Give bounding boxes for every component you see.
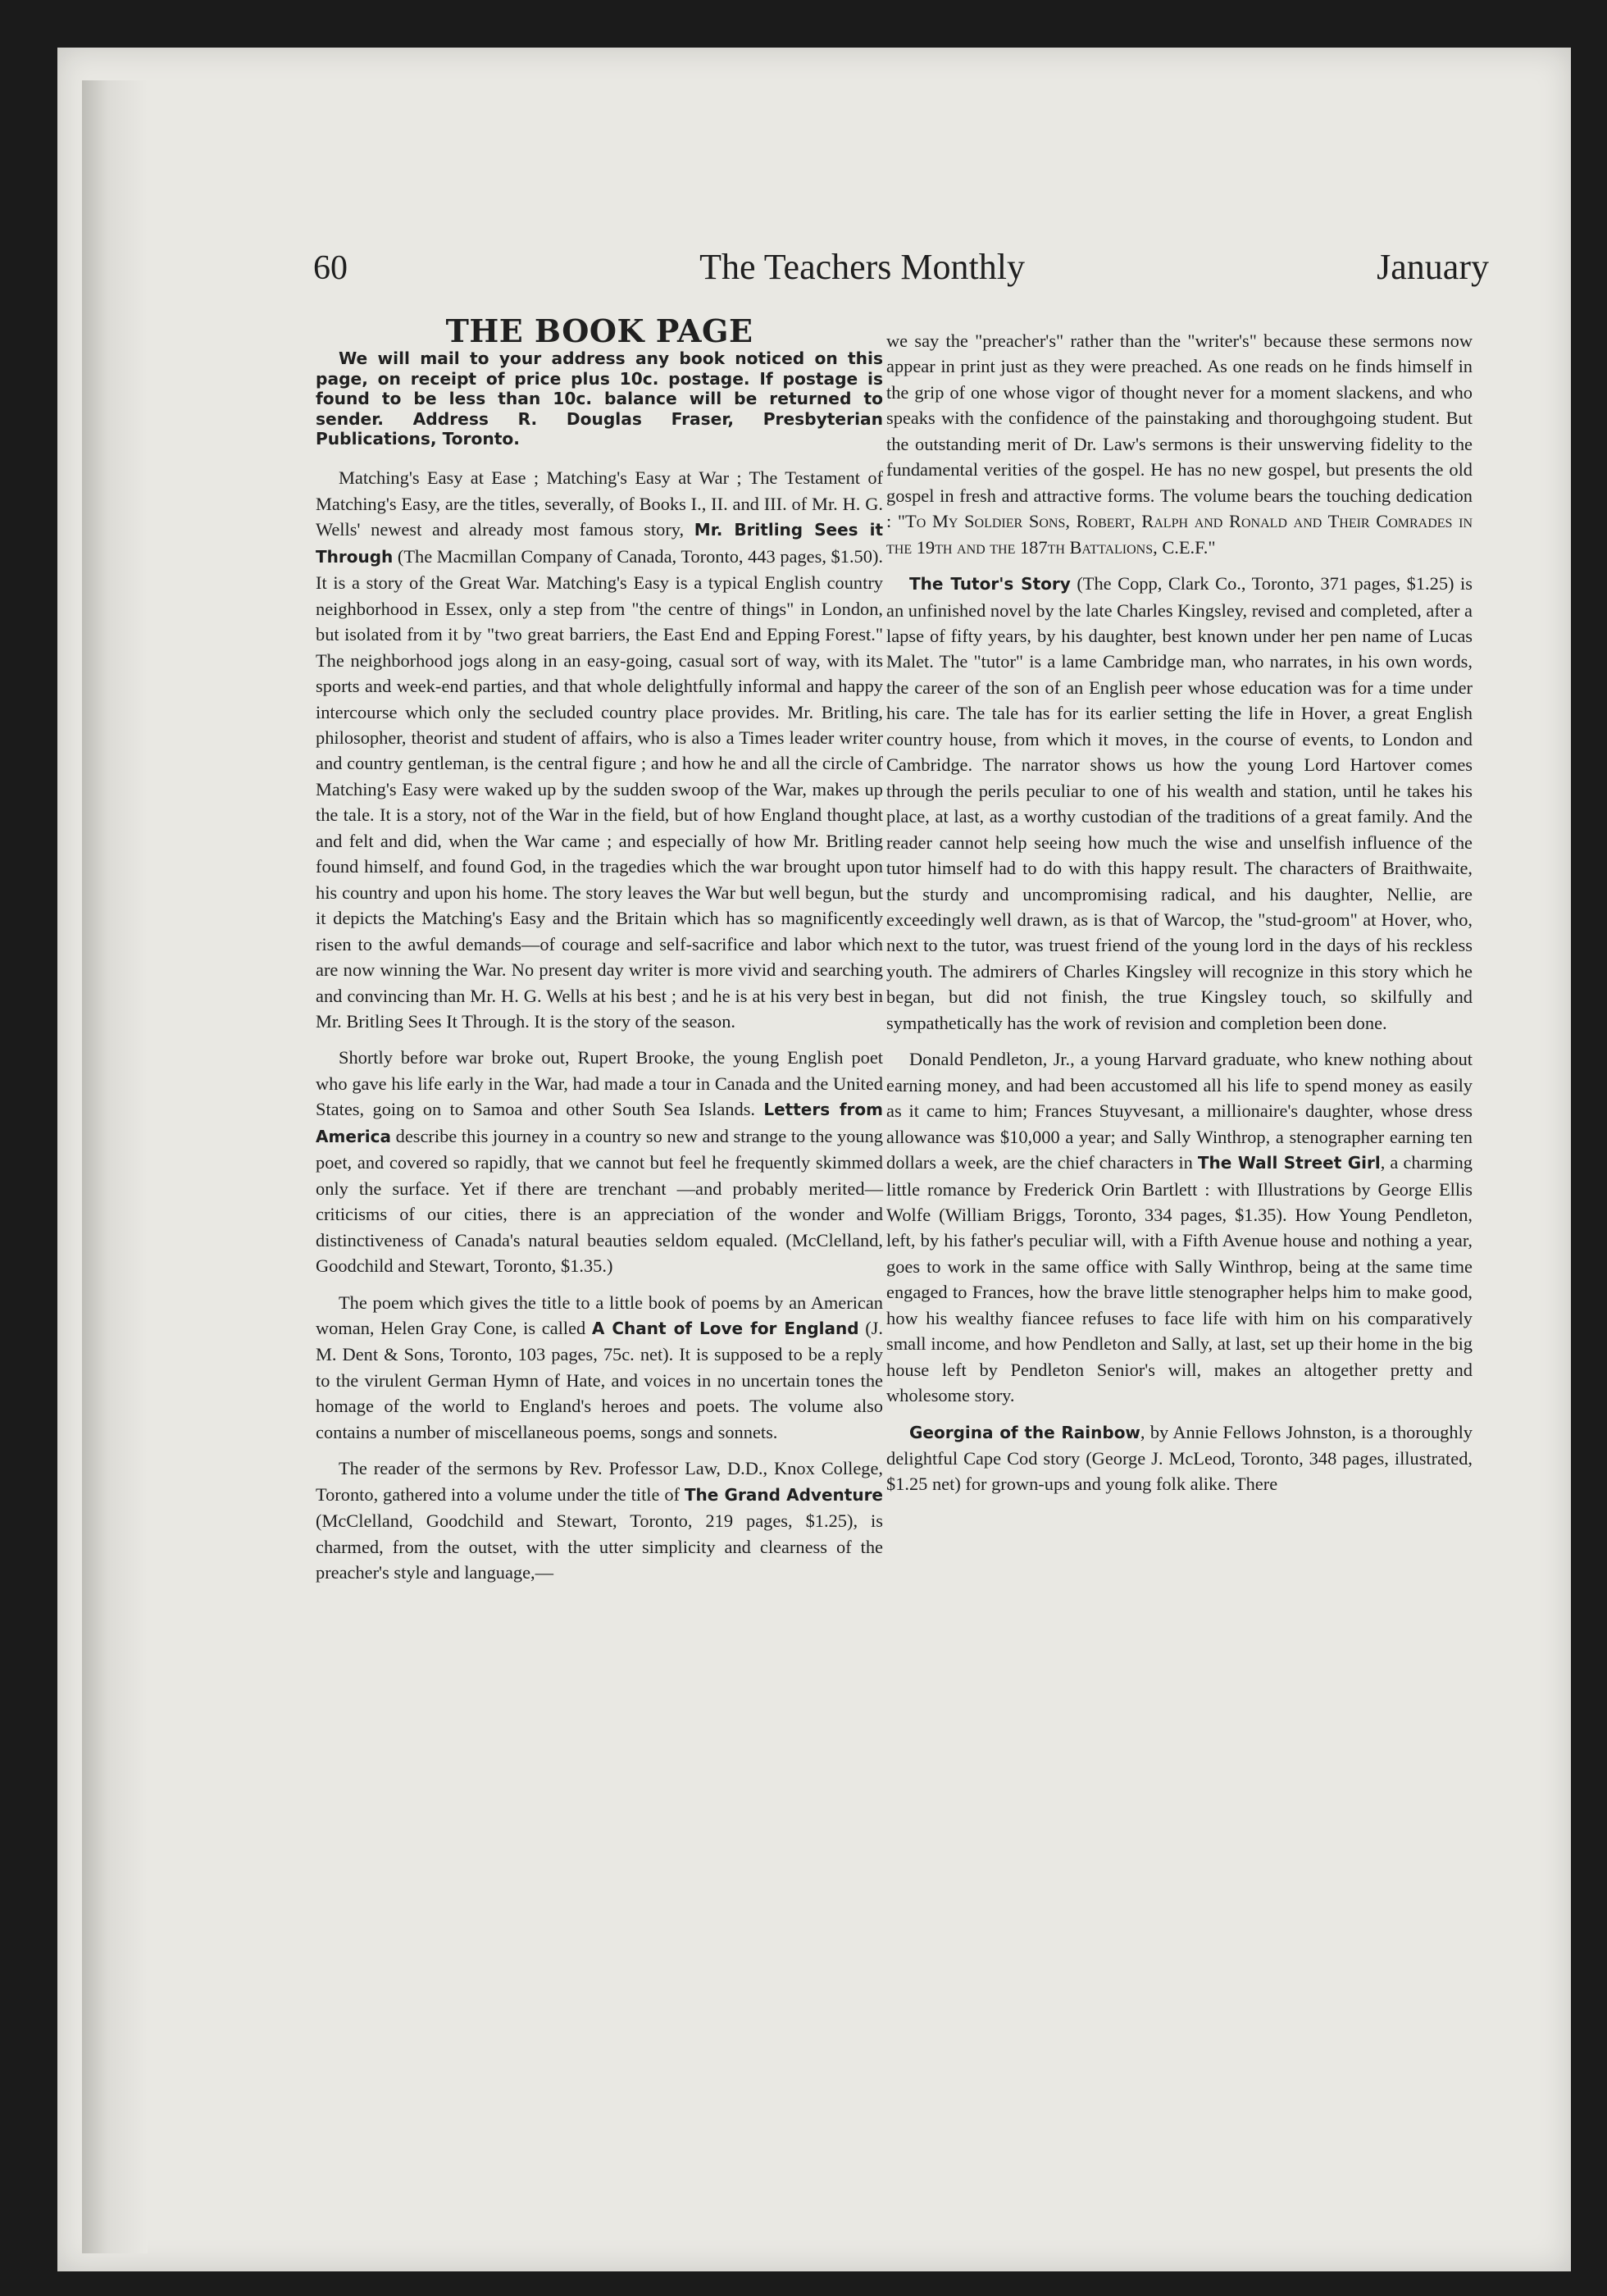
review-text: The poem which gives the title to a little book of poems by an American woman, Helen Gray Cone, is called [316, 1292, 883, 1338]
review-text: , a charming little romance by Frederick Orin Bartlett : with Illustrations by George Ellis Wolfe (William Briggs, Toronto, 334 pages, $1.35). How Young Pendleton, left, by his father's peculiar will, with a Fifth Avenue house and nothing a year, goes to work in the same office with Sally Winthrop, being at the same time engaged to Frances, how the brave little stenographer helps him to make good, how his wealthy fiancee refuses to face life with him on his comparatively small income, and how Pendleton and Sally, at last, set up their home in the big house left by Pendleton Senior's will, makes an altogether pretty and wholesome story. [886, 1152, 1473, 1406]
book-title-chant: A Chant of Love for England [591, 1318, 859, 1338]
review-text: (The Macmillan Company of Canada, Toronto, 443 pages, $1.50). It is a story of the Great War. Matching's Easy is a typical English country neighborhood in Essex, only a step from "the centre of things" in London, but isolated from it by "two great barriers, the East End and Epping Forest." The neighborhood jogs along in an easy-going, casual sort of way, with its sports and week-end parties, and that whole delightfully informal and happy intercourse which only the secluded country place provides. Mr. Britling, philosopher, theorist and student of affairs, who is also a Times leader writer and country gentleman, is the central figure ; and how he and all the circle of Matching's Easy were waked up by the sudden swoop of the War, makes up the tale. It is a story, not of the War in the field, but of how England thought and felt and did, when the War came ; and especially of how Mr. Britling found himself, and found God, in the tragedies which the war brought upon his country and upon his home. The story leaves the War but well begun, but it depicts the Matching's Easy and the Britain which has so magnificently risen to the awful demands—of courage and self-sacrifice and labor which are now winning the War. No present day writer is more vivid and searching and convincing than Mr. H. G. Wells at his best ; and he is at his very best in Mr. Britling Sees It Through. It is the story of the season. [316, 545, 883, 1032]
journal-title: The Teachers Monthly [699, 247, 1026, 287]
review-text: Matching's Easy at Ease ; Matching's Easy at War ; The Testament of Matching's Easy, are the titles, severally, of Books I., II. and III. of Mr. H. G. Wells' newest and already most famous story, [316, 467, 883, 540]
review-chant [316, 1290, 883, 1446]
review-georgina [886, 1419, 1473, 1497]
book-title-wallstreet: The Wall Street Girl [1197, 1153, 1381, 1173]
book-title-letters: Letters from America [316, 1100, 884, 1146]
review-text: Donald Pendleton, Jr., a young Harvard graduate, who knew nothing about earning money, and had been accustomed all his life to spend money as easily as it came to him; Frances Stuyvesant, a millionaire's daughter, whose dress allowance was $10,000 a year; and Sally Winthrop, a stenographer earning ten dollars a week, are the chief characters in [886, 1049, 1473, 1173]
review-text: Shortly before war broke out, Rupert Brooke, the young English poet who gave his life early in the War, had made a tour in Canada and the United States, going on to Samoa and other South Sea Islands. [316, 1047, 883, 1120]
review-text: (The Copp, Clark Co., Toronto, 371 pages, $1.25) is an unfinished novel by the late Charles Kingsley, revised and completed, after a lapse of fifty years, by his daughter, best known under her pen name of Lucas Malet. The "tutor" is a lame Cambridge man, who narrates, in his own words, the career of the son of an English peer whose education was for a time under his care. The tale has for its earlier setting the life in Hover, a great English country house, from which it moves, in the course of events, to London and Cambridge. The narrator shows us how the young Lord Hartover comes through the perils peculiar to one of his wealth and station, until he takes his place, at last, as a worthy custodian of the traditions of a great family. And the reader cannot help seeing how much the wise and unselfish influence of the tutor himself had to do with this happy result. The characters of Braithwaite, the sturdy and uncompromising radical, and his daughter, Nellie, are exceedingly well drawn, as is that of Warcop, the "stud-groom" at Hover, who, next to the tutor, was truest friend of the young lord in the days of his reckless youth. The admirers of Charles Kingsley will recognize in this story which he began, but did not finish, the true Kingsley touch, so skilfully and sympathetically has the work of revision and completion been done. [886, 573, 1473, 1033]
review-text: (McClelland, Goodchild and Stewart, Toronto, 219 pages, $1.25), is charmed, from the outset, with the utter simplicity and clearness of the preacher's style and language,— [316, 1510, 883, 1583]
review-text: The reader of the sermons by Rev. Professor Law, D.D., Knox College, Toronto, gathered into a volume under the title of [316, 1458, 883, 1505]
book-title-britling: Mr. Britling Sees it Through [316, 520, 883, 567]
book-title-adventure: The Grand Adventure [684, 1484, 883, 1505]
issue-month: January [1377, 247, 1489, 287]
section-title: THE BOOK PAGE [445, 312, 753, 349]
review-britling [316, 465, 883, 1034]
dedication: "To My Soldier Sons, Robert, Ralph and Ronald and Their Comrades in the 19th and the 187th Battalions, C.E.F." [886, 511, 1473, 558]
book-title-georgina: Georgina of the Rainbow [909, 1422, 1140, 1442]
page-number: 60 [313, 249, 348, 287]
book-title-tutor: The Tutor's Story [909, 574, 1071, 594]
review-text: we say the "preacher's" rather than the "writer's" because these sermons now appear in print just as they were preached. As one reads on he finds himself in the grip of one whose vigor of thought never for a moment slackens, and who speaks with the confidence of the painstaking and thoroughgoing student. But the outstanding merit of Dr. Law's sermons is their unswerving fidelity to the fundamental verities of the gospel. He has no new gospel, but presents the old gospel in fresh and attractive forms. The volume bears the touching dedication : [886, 330, 1473, 532]
book-page [57, 48, 1571, 2271]
left-column [316, 312, 884, 1597]
right-column [886, 328, 1473, 1508]
review-text: (J. M. Dent & Sons, Toronto, 103 pages, 75c. net). It is supposed to be a reply to the virulent German Hymn of Hate, and voices in no uncertain tones the homage of the world to England's heroes and poets. The volume also contains a number of miscellaneous poems, songs and sonnets. [316, 1317, 883, 1442]
mail-order-notice: We will mail to your address any book noticed on this page, on receipt of price plus 10c. postage. If postage is found to be less than 10c. balance will be returned to sender. Address R. Douglas Fraser, Presbyterian Publications, Toronto. [316, 348, 883, 449]
review-adventure [316, 1456, 883, 1585]
review-brooke [316, 1045, 883, 1278]
running-head [313, 246, 1489, 303]
review-adventure-continued [886, 328, 1473, 560]
review-tutor [886, 571, 1473, 1036]
review-wallstreet [886, 1046, 1473, 1408]
review-text: describe this journey in a country so new and strange to the young poet, and covered so rapidly, that we cannot but feel he frequently skimmed only the surface. Yet if there are trenchant —and probably merited—criticisms of our cities, there is an appreciation of the wonder and distinctiveness of Canada's natural beauties seldom equaled. (McClelland, Goodchild and Stewart, Toronto, $1.35.) [316, 1125, 883, 1277]
review-text: , by Annie Fellows Johnston, is a thoroughly delightful Cape Cod story (George J. McLeod, Toronto, 348 pages, illustrated, $1.25 net) for grown-ups and young folk alike. There [886, 1421, 1473, 1495]
